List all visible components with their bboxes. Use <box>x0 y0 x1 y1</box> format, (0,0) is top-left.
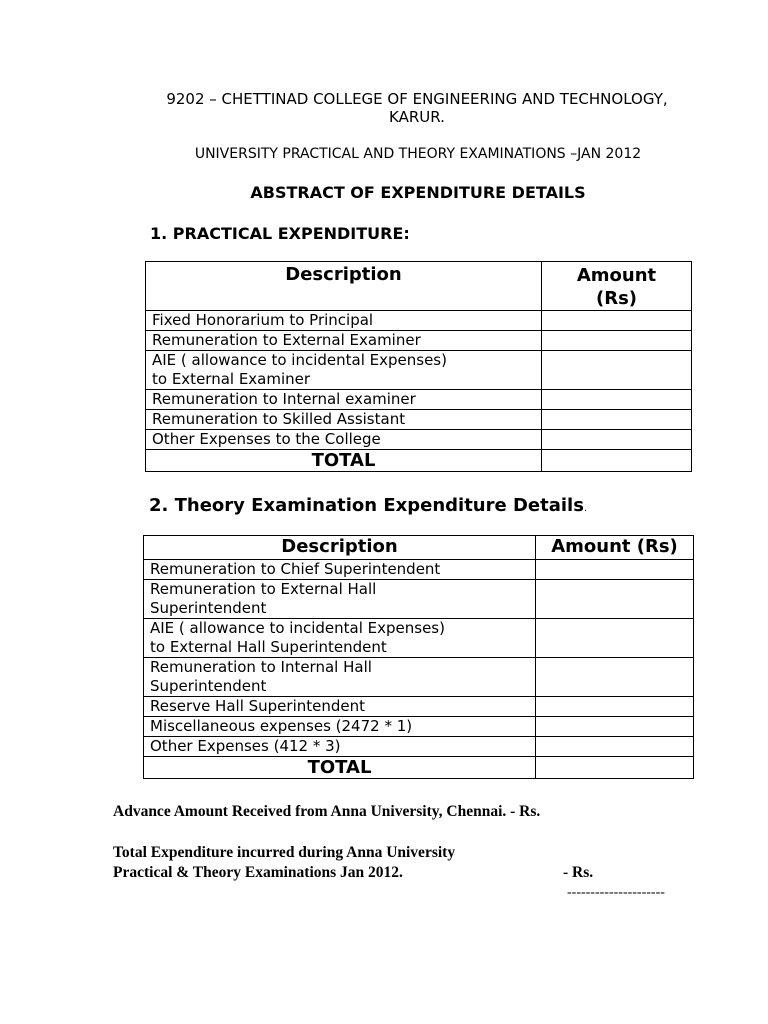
theory-heading-suffix: . <box>583 503 588 514</box>
table-row <box>144 658 694 697</box>
amount-cell <box>536 737 694 757</box>
description-cell <box>146 311 542 331</box>
amount-cell <box>536 560 694 580</box>
description-cell <box>144 717 536 737</box>
amount-column-header <box>536 536 694 560</box>
description-cell <box>144 737 536 757</box>
amount-cell <box>536 619 694 658</box>
table-row <box>144 619 694 658</box>
amount-cell <box>536 717 694 737</box>
description-column-header <box>144 536 536 560</box>
advance-amount-line: Advance Amount Received from Anna University, Chennai. - Rs. <box>113 803 541 820</box>
practical-expenditure-table <box>145 261 692 472</box>
description-text: Other Expenses (412 * 3) <box>150 737 341 755</box>
table-row <box>146 410 692 430</box>
total-label: TOTAL <box>146 450 542 472</box>
table-row <box>144 580 694 619</box>
table-row <box>146 430 692 450</box>
description-cell <box>144 658 536 697</box>
table-header-row <box>146 262 692 311</box>
amount-cell <box>542 430 692 450</box>
table-row <box>144 560 694 580</box>
amount-cell <box>542 390 692 410</box>
description-cell <box>144 580 536 619</box>
abstract-title: ABSTRACT OF EXPENDITURE DETAILS <box>250 183 586 202</box>
amount-cell <box>542 311 692 331</box>
description-column-header <box>146 262 542 311</box>
description-text: Remuneration to Skilled Assistant <box>152 410 406 428</box>
amount-underline: --------------------- <box>567 885 665 900</box>
description-cell <box>146 430 542 450</box>
amount-header-unit: (Rs) <box>595 288 638 309</box>
table-row <box>146 351 692 390</box>
table-row <box>144 737 694 757</box>
total-expenditure-rs-label: - Rs. <box>563 864 594 881</box>
total-label: TOTAL <box>144 757 536 779</box>
theory-expenditure-heading <box>149 495 587 516</box>
total-row <box>146 450 692 472</box>
table-header-row <box>144 536 694 560</box>
amount-cell <box>536 697 694 717</box>
total-amount-cell <box>536 757 694 779</box>
description-cell <box>144 697 536 717</box>
amount-cell <box>542 351 692 390</box>
amount-cell <box>536 580 694 619</box>
practical-expenditure-heading: 1. PRACTICAL EXPENDITURE: <box>150 224 410 243</box>
total-row <box>144 757 694 779</box>
description-header-label: Description <box>285 264 402 285</box>
table-row <box>146 331 692 351</box>
total-expenditure-line-continued: Practical & Theory Examinations Jan 2012. <box>113 864 403 881</box>
description-text: Other Expenses to the College <box>152 430 381 448</box>
table-row <box>144 717 694 737</box>
description-text: AIE ( allowance to incidental Expenses) <box>150 619 445 637</box>
description-text: Miscellaneous expenses (2472 * 1) <box>150 717 413 735</box>
amount-cell <box>542 331 692 351</box>
description-text-continued: to External Examiner <box>152 370 311 388</box>
description-cell <box>144 560 536 580</box>
description-cell <box>146 331 542 351</box>
total-expenditure-line: Total Expenditure incurred during Anna University <box>113 844 456 861</box>
description-cell <box>146 410 542 430</box>
theory-heading-text: 2. Theory Examination Expenditure Details <box>149 495 584 516</box>
description-header-label: Description <box>281 536 398 557</box>
description-text: Remuneration to Internal Hall <box>150 658 372 676</box>
description-text: Fixed Honorarium to Principal <box>152 311 374 329</box>
table-row <box>144 697 694 717</box>
exam-title: UNIVERSITY PRACTICAL AND THEORY EXAMINATIONS –JAN 2012 <box>194 146 642 162</box>
amount-column-header <box>542 262 692 311</box>
college-location-line: KARUR. <box>389 108 445 126</box>
amount-cell <box>536 658 694 697</box>
total-amount-cell <box>542 450 692 472</box>
description-text: Remuneration to Internal examiner <box>152 390 416 408</box>
description-cell <box>144 619 536 658</box>
college-name-line: 9202 – CHETTINAD COLLEGE OF ENGINEERING AND TECHNOLOGY, <box>166 90 668 108</box>
table-row <box>146 390 692 410</box>
description-text-continued: to External Hall Superintendent <box>150 638 387 656</box>
description-text-continued: Superintendent <box>150 599 267 617</box>
description-text: Remuneration to External Examiner <box>152 331 421 349</box>
description-cell <box>146 390 542 410</box>
description-cell <box>146 351 542 390</box>
amount-header-label: Amount <box>576 265 657 286</box>
description-text: AIE ( allowance to incidental Expenses) <box>152 351 447 369</box>
theory-expenditure-table <box>143 535 694 779</box>
table-row <box>146 311 692 331</box>
amount-header-label: Amount (Rs) <box>551 536 678 557</box>
amount-cell <box>542 410 692 430</box>
description-text: Reserve Hall Superintendent <box>150 697 366 715</box>
description-text: Remuneration to External Hall <box>150 580 377 598</box>
description-text-continued: Superintendent <box>150 677 267 695</box>
description-text: Remuneration to Chief Superintendent <box>150 560 441 578</box>
